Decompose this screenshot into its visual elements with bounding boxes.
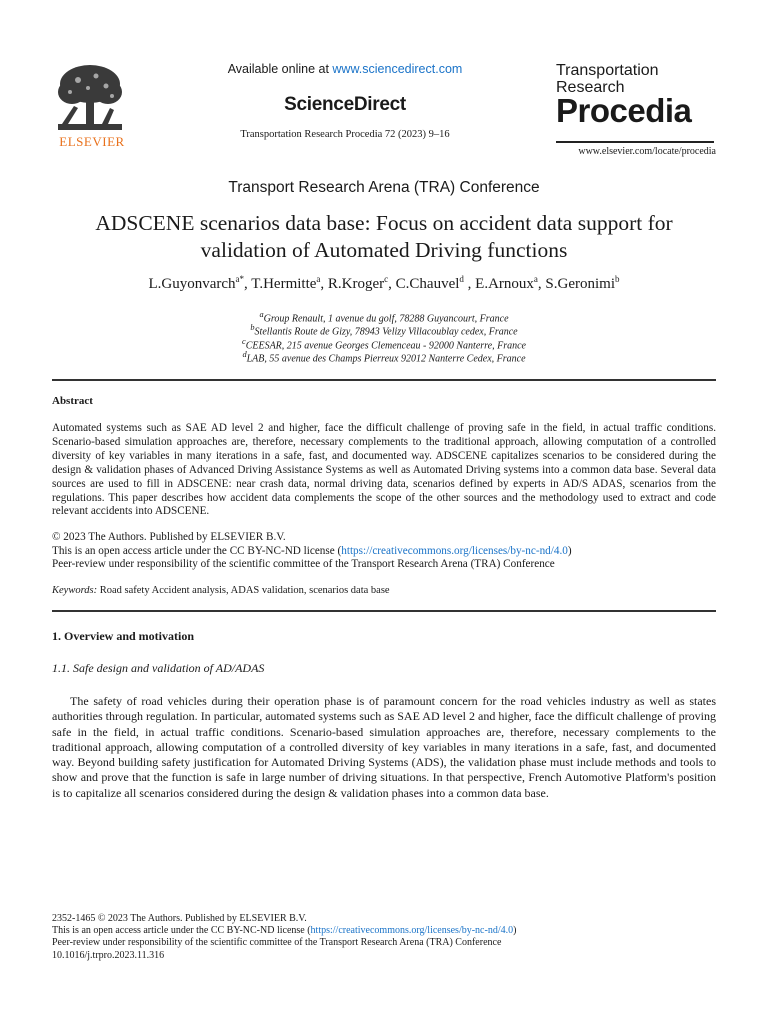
abstract-copyright-block [52, 531, 716, 572]
footer-license-link[interactable]: https://creativecommons.org/licenses/by-nc-nd/4.0 [310, 925, 514, 937]
journal-url[interactable]: www.elsevier.com/locate/procedia [578, 146, 716, 157]
divider-bottom [52, 610, 716, 612]
paper-title [40, 210, 728, 264]
page-footer [52, 913, 716, 962]
author-affiliation-mark: a [316, 274, 321, 284]
abstract-text: Automated systems such as SAE AD level 2 and higher, face the difficult challenge of proving safe in the field, in actual traffic conditions. Scenario-based simulation approaches are, therefore, necessary complements to the traditional approach, allowing computation of a controlled diversity of key variables in many iterations in a safe, fast, and documented way. ADSCENE capitalizes scenarios to be considered during the design & validation phases of Advanced Driving Assistance Systems as well as Automated Driving systems into a common data base. Several data sources are used to fill in ADSCENE: near crash data, normal driving data, scenarios defined by experts in AD/S ADAS, scenarios from the regulations. This paper describes how accident data complements the scope of the other sources and the methodology used to extract and code relevant accidents into ADSCENE. [52, 422, 716, 518]
author-separator: , [463, 276, 476, 292]
author-name: E.Arnoux [475, 276, 534, 292]
license-line: This is an open access article under the CC BY-NC-ND license (https://creativecommons.org/licenses/by-nc-nd/4.0) [52, 544, 572, 557]
abstract-heading: Abstract [52, 395, 93, 407]
author-separator: , [320, 276, 328, 292]
footer-doi[interactable]: 10.1016/j.trpro.2023.11.316 [52, 949, 165, 961]
keywords-label: Keywords: [52, 585, 98, 596]
author-name: C.Chauvel [395, 276, 460, 292]
journal-logo [556, 62, 714, 129]
author-name: L.Guyonvarch [148, 276, 236, 292]
journal-logo-line2: Research [556, 79, 625, 96]
journal-reference: Transportation Research Procedia 72 (2023) 9–16 [240, 129, 450, 140]
keywords-text: Road safety Accident analysis, ADAS validation, scenarios data base [97, 585, 390, 596]
affiliation-b: $^b$Stellantis Route de Gizy, 78943 Velizy Villacoublay cedex, France [250, 323, 518, 338]
publisher-name: ELSEVIER [59, 134, 125, 149]
section-heading: 1. Overview and motivation [52, 629, 194, 643]
journal-logo-line1: Transportation [556, 62, 659, 79]
sciencedirect-link[interactable]: www.sciencedirect.com [332, 62, 463, 76]
affiliation-c: $^c$CEESAR, 215 avenue Georges Clemenceau - 92000 Nanterre, France [241, 337, 526, 352]
author-separator: , [388, 276, 396, 292]
author-list [20, 274, 748, 293]
divider-top [52, 379, 716, 381]
author-name: R.Kroger [327, 276, 385, 292]
subsection-heading: 1.1. Safe design and validation of AD/ADAS [52, 661, 265, 675]
affiliation-d: $^d$LAB, 55 avenue des Champs Pierreux 92012 Nanterre Cedex, France [242, 350, 526, 365]
sciencedirect-wordmark: ScienceDirect [284, 94, 406, 115]
journal-logo-line3: Procedia [556, 92, 692, 129]
affiliation-a: $^a$Group Renault, 1 avenue du golf, 78288 Guyancourt, France [259, 310, 509, 325]
paper-title-line1: ADSCENE scenarios data base: Focus on accident data support for [95, 211, 673, 235]
footer-peer-review: Peer-review under responsibility of the scientific committee of the Transport Research Arena (TRA) Conference [52, 937, 502, 949]
author-name: S.Geronimi [545, 276, 615, 292]
author-separator: , [537, 276, 546, 292]
author-affiliation-mark: c [384, 274, 389, 284]
author-affiliation-mark: b [615, 274, 620, 284]
available-online-line [160, 62, 530, 76]
body-paragraph: The safety of road vehicles during their operation phase is of paramount concern for the road vehicles industry as well as states authorities through regulation. In particular, automated systems such as SAE AD level 2 and higher, face the difficult challenge of proving safe in the field, in actual traffic conditions. Scenario-based simulation approaches are, therefore, necessary complements to the traditional approach, allowing computation of a controlled diversity of key variables in many iterations in a safe, fast, and documented way. Beyond building safety justification for Automated Driving Systems (ADS), the validation phase must include methods and tools to show and prove that the function is safe in large number of driving situations. In that perspective, French Automotive Platform's position is to capitalize all scenarios considered during the design & validation phases into a common data base. [52, 694, 716, 800]
license-link[interactable]: https://creativecommons.org/licenses/by-nc-nd/4.0 [341, 544, 568, 557]
author-affiliation-mark: a* [235, 274, 245, 284]
peer-review-line: Peer-review under responsibility of the scientific committee of the Transport Research Arena (TRA) Conference [52, 558, 555, 571]
author-affiliation-mark: d [459, 274, 464, 284]
author-affiliation-mark: a [533, 274, 538, 284]
author-name: T.Hermitte [251, 276, 317, 292]
footer-issn: 2352-1465 © 2023 The Authors. Published by ELSEVIER B.V. [52, 913, 307, 924]
journal-logo-rule [556, 141, 714, 143]
conference-name: Transport Research Arena (TRA) Conference [228, 179, 540, 196]
available-online-prefix: Available online at [227, 62, 329, 76]
author-separator: , [244, 276, 252, 292]
copyright-line: © 2023 The Authors. Published by ELSEVIER B.V. [52, 531, 286, 543]
paper-title-line2: validation of Automated Driving functions [200, 238, 568, 262]
footer-license: This is an open access article under the CC BY-NC-ND license (https://creativecommons.org/licenses/by-nc-nd/4.0) [52, 925, 517, 937]
keywords-line [52, 585, 716, 596]
